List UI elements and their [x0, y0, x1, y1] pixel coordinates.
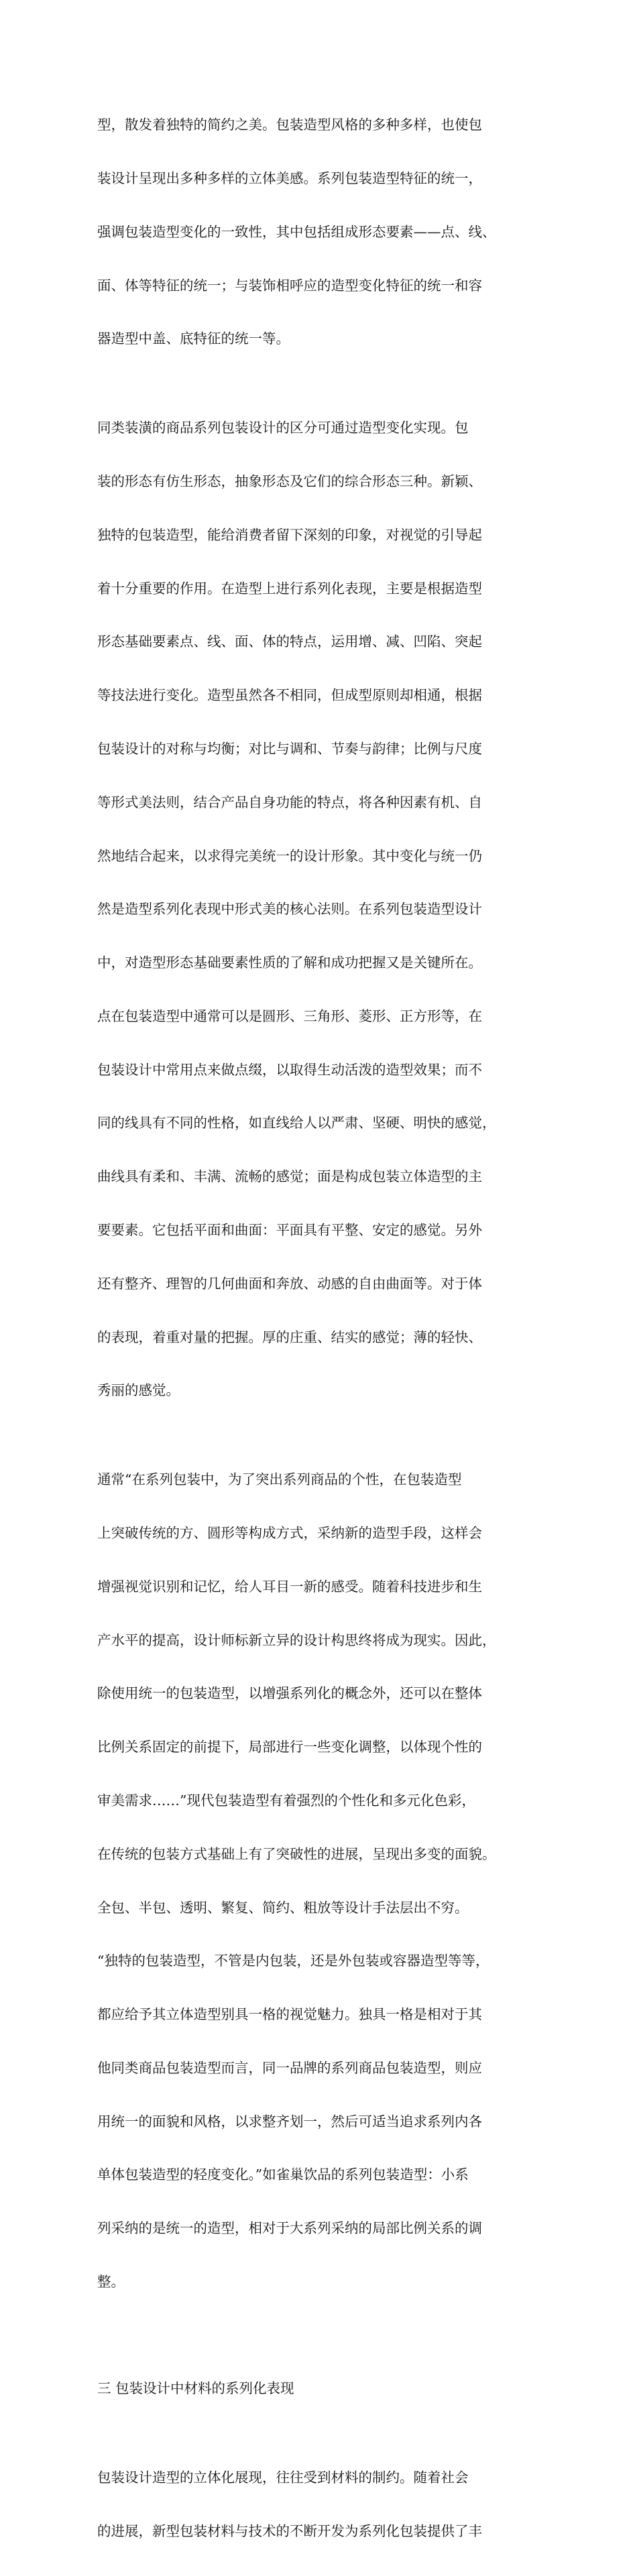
section-paragraph	[97, 2433, 526, 2576]
section-heading	[97, 2344, 526, 2433]
text-line: 通常“在系列包装中，为了突出系列商品的个性，在包装造型	[97, 1471, 462, 1488]
text-line: 全包、半包、透明、繁复、简约、粗放等设计手法层出不穷。	[97, 1899, 469, 1916]
text-line: 要要素。它包括平面和曲面：平面具有平整、安定的感觉。另外	[97, 1222, 482, 1238]
paragraph-2	[97, 383, 526, 1435]
text-line: 在传统的包装方式基础上有了突破性的进展，呈现出多变的面貌。	[97, 1845, 496, 1862]
text-line: “独特的包装造型，不管是内包装，还是外包装或容器造型等等，	[97, 1953, 489, 1969]
text-line: 包装设计中常用点来做点缀，以取得生动活泼的造型效果；而不	[97, 1061, 482, 1078]
text-line: 审美需求……”现代包装造型有着强烈的个性化和多元化色彩，	[97, 1792, 475, 1808]
text-line: 中，对造型形态基础要素性质的了解和成功把握又是关键所在。	[97, 955, 482, 971]
text-line: 单体包装造型的轻度变化。”如雀巢饮品的系列包装造型：小系	[97, 2166, 469, 2183]
text-line: 然是造型系列化表现中形式美的核心法则。在系列包装造型设计	[97, 901, 482, 918]
document-body	[97, 80, 526, 2576]
text-line: 着十分重要的作用。在造型上进行系列化表现，主要是根据造型	[97, 580, 482, 597]
text-line: 然地结合起来，以求得完美统一的设计形象。其中变化与统一仍	[97, 847, 482, 864]
text-line: 点在包装造型中通常可以是圆形、三角形、菱形、正方形等，在	[97, 1007, 482, 1024]
text-line: 增强视觉识别和记忆，给人耳目一新的感受。随着科技进步和生	[97, 1578, 482, 1595]
text-line: 等技法进行变化。造型虽然各不相同，但成型原则却相通，根据	[97, 687, 482, 704]
text-line: 产水平的提高，设计师标新立异的设计构思终将成为现实。因此，	[97, 1632, 496, 1648]
text-line: 的表现，着重对量的把握。厚的庄重、结实的感觉；薄的轻快、	[97, 1329, 482, 1345]
text-line: 的进展，新型包装材料与技术的不断开发为系列化包装提供了丰	[97, 2522, 482, 2539]
text-line: 面、体等特征的统一；与装饰相呼应的造型变化特征的统一和容	[97, 277, 482, 294]
text-line: 包装设计造型的立体化展现，往往受到材料的制约。随着社会	[97, 2469, 469, 2486]
text-line: 形态基础要素点、线、面、体的特点，运用增、减、凹陷、突起	[97, 633, 482, 650]
paragraph-1	[97, 80, 526, 383]
text-line: 整。	[97, 2274, 125, 2290]
text-line: 强调包装造型变化的一致性，其中包括组成形态要素——点、线、	[97, 223, 496, 240]
section-heading-text: 三 包装设计中材料的系列化表现	[97, 2380, 294, 2396]
text-line: 同类装潢的商品系列包装设计的区分可通过造型变化实现。包	[97, 420, 469, 436]
text-line: 除使用统一的包装造型，以增强系列化的概念外，还可以在整体	[97, 1685, 482, 1702]
text-line: 还有整齐、理智的几何曲面和奔放、动感的自由曲面等。对于体	[97, 1275, 482, 1292]
text-line: 上突破传统的方、圆形等构成方式，采纳新的造型手段，这样会	[97, 1525, 482, 1542]
text-line: 包装设计的对称与均衡；对比与调和、节奏与韵律；比例与尺度	[97, 740, 482, 757]
text-line: 他同类商品包装造型而言，同一品牌的系列商品包装造型，则应	[97, 2059, 482, 2076]
text-line: 独特的包装造型，能给消费者留下深刻的印象，对视觉的引导起	[97, 526, 482, 543]
text-line: 曲线具有柔和、丰满、流畅的感觉；面是构成包装立体造型的主	[97, 1168, 482, 1185]
text-line: 秀丽的感觉。	[97, 1382, 180, 1399]
paragraph-3	[97, 1435, 526, 2327]
section-spacer	[97, 2327, 526, 2344]
text-line: 型，散发着独特的简约之美。包装造型风格的多种多样，也使包	[97, 117, 482, 133]
text-line: 列采纳的是统一的造型，相对于大系列采纳的局部比例关系的调	[97, 2220, 482, 2237]
text-line: 用统一的面貌和风格，以求整齐划一，然后可适当追求系列内各	[97, 2113, 482, 2130]
text-line: 器造型中盖、底特征的统一等。	[97, 330, 290, 347]
text-line: 同的线具有不同的性格，如直线给人以严肃、坚硬、明快的感觉，	[97, 1115, 496, 1131]
text-line: 装设计呈现出多种多样的立体美感。系列包装造型特征的统一，	[97, 170, 482, 186]
text-line: 都应给予其立体造型别具一格的视觉魅力。独具一格是相对于其	[97, 2006, 482, 2023]
text-line: 等形式美法则，结合产品自身功能的特点，将各种因素有机、自	[97, 794, 482, 810]
text-line: 比例关系固定的前提下，局部进行一些变化调整，以体现个性的	[97, 1739, 482, 1756]
text-line: 装的形态有仿生形态，抽象形态及它们的综合形态三种。新颖、	[97, 473, 482, 490]
